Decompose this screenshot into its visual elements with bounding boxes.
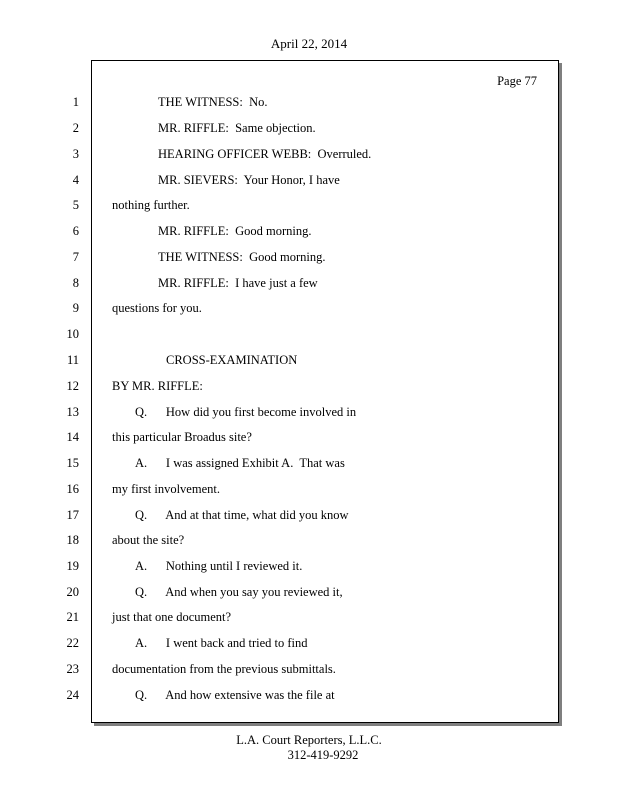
footer <box>0 732 618 763</box>
section-heading: CROSS-EXAMINATION <box>166 353 298 367</box>
transcript-line: MR. RIFFLE: Good morning. <box>158 224 312 238</box>
line-number: 23 <box>66 662 79 676</box>
line-number: 1 <box>72 95 79 109</box>
line-number: 21 <box>66 610 79 624</box>
transcript-line: HEARING OFFICER WEBB: Overruled. <box>158 147 372 161</box>
court-reporter-phone: 312-419-9292 <box>287 748 359 762</box>
transcript-line: BY MR. RIFFLE: <box>112 379 203 393</box>
line-number: 9 <box>72 301 79 315</box>
line-number: 11 <box>66 353 79 367</box>
line-number: 18 <box>66 533 79 547</box>
transcript-line: my first involvement. <box>112 482 220 496</box>
line-number-column <box>0 0 82 800</box>
line-number: 24 <box>66 688 79 702</box>
transcript-line: MR. SIEVERS: Your Honor, I have <box>158 173 340 187</box>
transcript-line: just that one document? <box>112 610 232 624</box>
line-number: 17 <box>66 508 79 522</box>
line-number: 2 <box>72 121 79 135</box>
line-number: 22 <box>66 636 79 650</box>
line-number: 7 <box>72 250 79 264</box>
transcript-line: about the site? <box>112 533 185 547</box>
transcript-line: THE WITNESS: Good morning. <box>158 250 326 264</box>
page-number: Page 77 <box>497 74 537 88</box>
line-number: 15 <box>66 456 79 470</box>
transcript-line: Q. And when you say you reviewed it, <box>135 585 343 599</box>
transcript-line: MR. RIFFLE: Same objection. <box>158 121 316 135</box>
line-number: 6 <box>72 224 79 238</box>
transcript-line: A. I was assigned Exhibit A. That was <box>135 456 345 470</box>
line-number: 8 <box>72 276 79 290</box>
transcript-line: this particular Broadus site? <box>112 430 252 444</box>
line-number: 3 <box>72 147 79 161</box>
line-number: 4 <box>72 173 79 187</box>
transcript-date: April 22, 2014 <box>270 36 348 51</box>
transcript-line: Q. And how extensive was the file at <box>135 688 335 702</box>
transcript-line: documentation from the previous submittals. <box>112 662 336 676</box>
line-number: 12 <box>66 379 79 393</box>
court-reporter-name: L.A. Court Reporters, L.L.C. <box>236 733 382 747</box>
line-number: 14 <box>66 430 79 444</box>
transcript-line: THE WITNESS: No. <box>158 95 268 109</box>
transcript-line: MR. RIFFLE: I have just a few <box>158 276 318 290</box>
line-number: 10 <box>66 327 79 341</box>
line-number: 16 <box>66 482 79 496</box>
transcript-line: A. Nothing until I reviewed it. <box>135 559 303 573</box>
transcript-line: A. I went back and tried to find <box>135 636 308 650</box>
transcript-line: questions for you. <box>112 301 202 315</box>
line-number: 20 <box>66 585 79 599</box>
line-number: 19 <box>66 559 79 573</box>
transcript-line: nothing further. <box>112 198 190 212</box>
line-number: 13 <box>66 405 79 419</box>
transcript-line: Q. And at that time, what did you know <box>135 508 349 522</box>
transcript-line: Q. How did you first become involved in <box>135 405 357 419</box>
line-number: 5 <box>72 198 79 212</box>
